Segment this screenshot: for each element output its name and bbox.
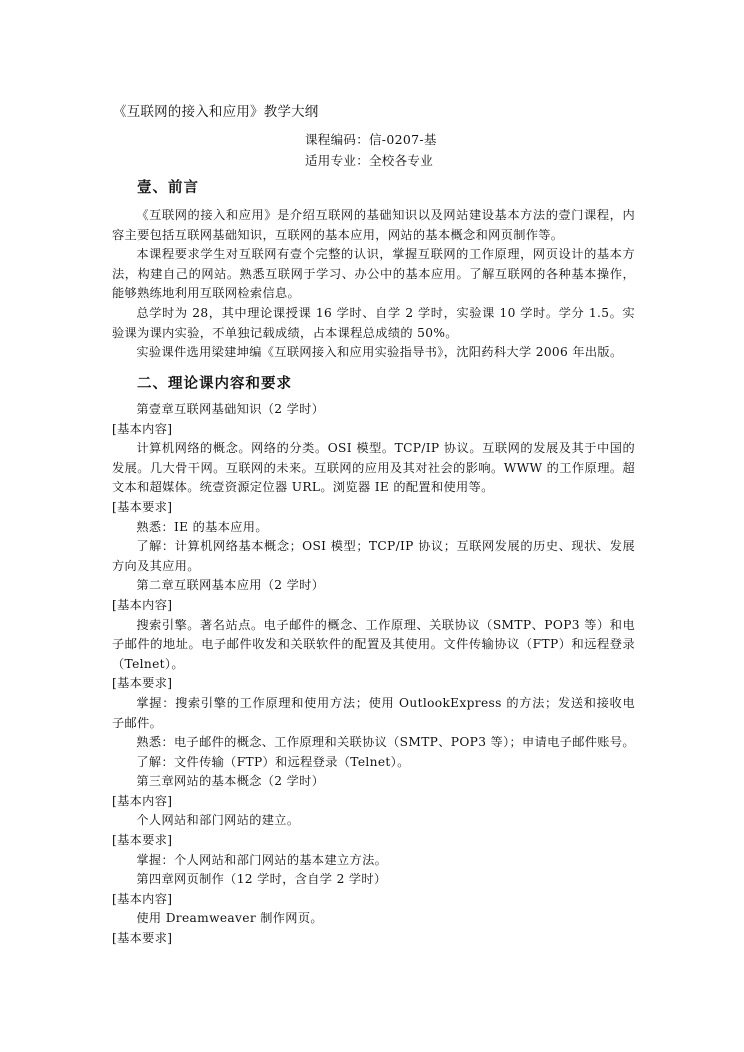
outline-line: 搜索引擎。著名站点。电子邮件的概念、工作原理、关联协议（SMTP、POP3 等）和电子邮件的地址。电子邮件收发和关联软件的配置及其使用。文件传输协议（FTP）和远程登录（Telnet）。 (112, 617, 635, 671)
section-heading-theory: 二、理论课内容和要求 (137, 375, 292, 392)
outline-line: 第壹章互联网基础知识（2 学时） (136, 402, 325, 416)
course-code: 课程编码：信-0207-基 (305, 132, 437, 147)
outline-line: 第二章互联网基本应用（2 学时） (136, 578, 325, 593)
outline-line: 了解：文件传输（FTP）和远程登录（Telnet）。 (136, 754, 410, 769)
document-title: 《互联网的接入和应用》教学大纲 (113, 104, 319, 120)
outline-line: 计算机网络的概念。网络的分类。OSI 模型。TCP/IP 协议。互联网的发展及其于中国的发展。几大骨干网。互联网的未来。互联网的应用及其对社会的影响。WWW 的工作原理。超文本和超媒体。统壹资源定位器 URL。浏览器 IE 的配置和使用等。 (112, 441, 635, 495)
outline-line: 第四章网页制作（12 学时，含自学 2 学时） (136, 872, 387, 887)
outline-line: 掌握：个人网站和部门网站的基本建立方法。 (136, 852, 388, 867)
outline-label: [基本内容] (112, 421, 173, 436)
section-heading-preface: 壹、前言 (137, 179, 199, 196)
outline-line: 使用 Dreamweaver 制作网页。 (136, 911, 323, 926)
outline-label: [基本要求] (112, 676, 173, 691)
outline-label: [基本内容] (112, 793, 173, 808)
outline-label: [基本要求] (112, 833, 173, 848)
outline-line: 了解：计算机网络基本概念；OSI 模型；TCP/IP 协议；互联网发展的历史、现状、发展方向及其应用。 (112, 539, 635, 573)
preface-paragraph: 《互联网的接入和应用》是介绍互联网的基础知识以及网站建设基本方法的壹门课程，内容主要包括互联网基础知识，互联网的基本应用，网站的基本概念和网页制作等。 (112, 208, 635, 242)
applicable-major: 适用专业：全校各专业 (305, 153, 434, 168)
outline-line: 掌握：搜索引擎的工作原理和使用方法；使用 OutlookExpress 的方法；发送和接收电子邮件。 (112, 695, 635, 730)
outline-label: [基本要求] (112, 931, 173, 946)
outline-label: [基本内容] (112, 891, 173, 906)
preface-paragraph: 总学时为 28，其中理论课授课 16 学时、自学 2 学时，实验课 10 学时。学分 1.5。实验课为课内实验，不单独记载成绩，占本课程总成绩的 50%。 (112, 305, 635, 340)
preface-body (112, 206, 635, 363)
outline-line: 第三章网站的基本概念（2 学时） (136, 774, 325, 789)
outline-label: [基本要求] (112, 499, 173, 514)
outline-line: 熟悉：电子邮件的概念、工作原理和关联协议（SMTP、POP3 等）；申请电子邮件账号。 (136, 735, 635, 750)
preface-paragraph: 本课程要求学生对互联网有壹个完整的认识，掌握互联网的工作原理，网页设计的基本方法，构建自己的网站。熟悉互联网于学习、办公中的基本应用。了解互联网的各种基本操作，能够熟练地利用互联网检索信息。 (112, 247, 635, 301)
theory-body (112, 400, 635, 949)
outline-line: 个人网站和部门网站的建立。 (136, 813, 300, 828)
preface-paragraph: 实验课件选用梁建坤编《互联网接入和应用实验指导书》，沈阳药科大学 2006 年出版。 (136, 345, 623, 360)
outline-line: 熟悉：IE 的基本应用。 (136, 519, 268, 534)
outline-label: [基本内容] (112, 597, 173, 612)
